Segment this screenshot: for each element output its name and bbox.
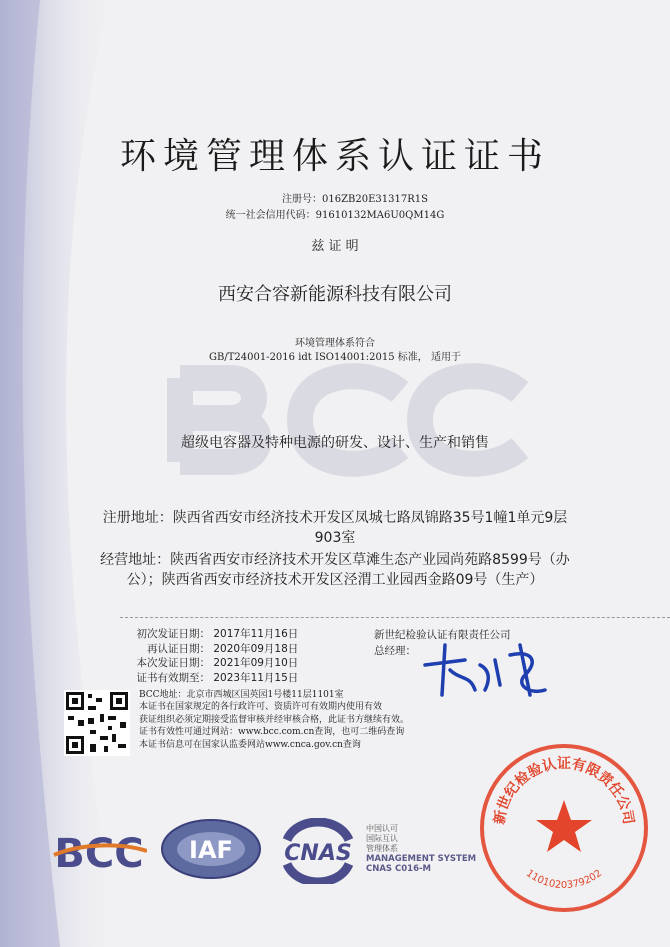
date-row: 证书有效期至： 2023年11月15日 (136, 671, 299, 684)
svg-text:CNAS: CNAS (284, 841, 352, 866)
qr-code[interactable] (64, 690, 130, 756)
svg-text:BCC: BCC (54, 831, 144, 875)
company-seal (476, 738, 652, 914)
business-address (0, 550, 670, 590)
cnas-logo (277, 818, 359, 884)
registration-number: 注册号：016ZB20E31317R1S (282, 194, 428, 205)
business-address-line1: 陕西省西安市经济技术开发区草滩生态产业园尚苑路8599号（办 (170, 552, 570, 568)
note-line: BCC地址：北京市西城区国英园1号楼11层1101室 (139, 690, 344, 700)
company-name: 西安合容新能源科技有限公司 (218, 284, 452, 305)
business-address-label: 经营地址： (100, 552, 171, 568)
registered-address-label: 注册地址： (102, 510, 173, 526)
credit-code: 统一社会信用代码：91610132MA6U0QM14G (225, 210, 445, 221)
cnas-text: 中国认可 国际互认 管理体系 MANAGEMENT SYSTEM CNAS C016-M (366, 824, 477, 874)
divider (120, 617, 670, 618)
svg-text:新世纪检验认证有限责任公司: 新世纪检验认证有限责任公司 (491, 756, 637, 826)
notes (139, 689, 409, 751)
note-line: 本证书在国家规定的各行政许可、资质许可有效期内使用有效 (139, 702, 383, 713)
conform-line-2: GB/T24001-2016 idt ISO14001:2015 标准， 适用于 (209, 352, 461, 363)
date-row: 初次发证日期： 2017年11月16日 (136, 628, 299, 640)
bcc-logo (52, 825, 147, 875)
svg-text:IAF: IAF (189, 836, 233, 864)
issuer-name: 新世纪检验认证有限责任公司 (374, 629, 511, 641)
note-line: 获证组织必须定期接受监督审核并经审核合格，此证书方继续有效。 (139, 714, 410, 725)
conform-line-1: 环境管理体系符合 (295, 338, 375, 349)
certify-heading: 兹 证 明 (311, 239, 359, 254)
signature (420, 640, 560, 700)
dates-block (130, 627, 298, 685)
business-address-line2: 公）；陕西省西安市经济技术开发区泾渭工业园西金路09号（生产） (126, 572, 544, 588)
certificate-title: 环境管理体系认证证书 (119, 136, 550, 177)
registered-address (0, 508, 670, 548)
manager-label: 总经理： (374, 645, 416, 657)
registered-address-line1: 陕西省西安市经济技术开发区凤城七路凤锦路35号1幢1单元9层 (172, 510, 568, 526)
svg-text:1101020379202: 1101020379202 (523, 867, 605, 892)
date-row: 再认证日期： 2020年09月18日 (147, 642, 299, 655)
date-row: 本次发证日期： 2021年09月10日 (136, 657, 299, 669)
note-line: 本证书信息可在国家认监委网站www.cnca.gov.cn查询 (139, 739, 361, 750)
iaf-logo (160, 818, 262, 880)
note-line: 证书有效性可通过网站：www.bcc.com.cn查询，也可二维码查询 (139, 727, 405, 738)
registered-address-line2: 903室 (314, 530, 356, 546)
scope: 超级电容器及特种电源的研发、设计、生产和销售 (181, 435, 489, 451)
